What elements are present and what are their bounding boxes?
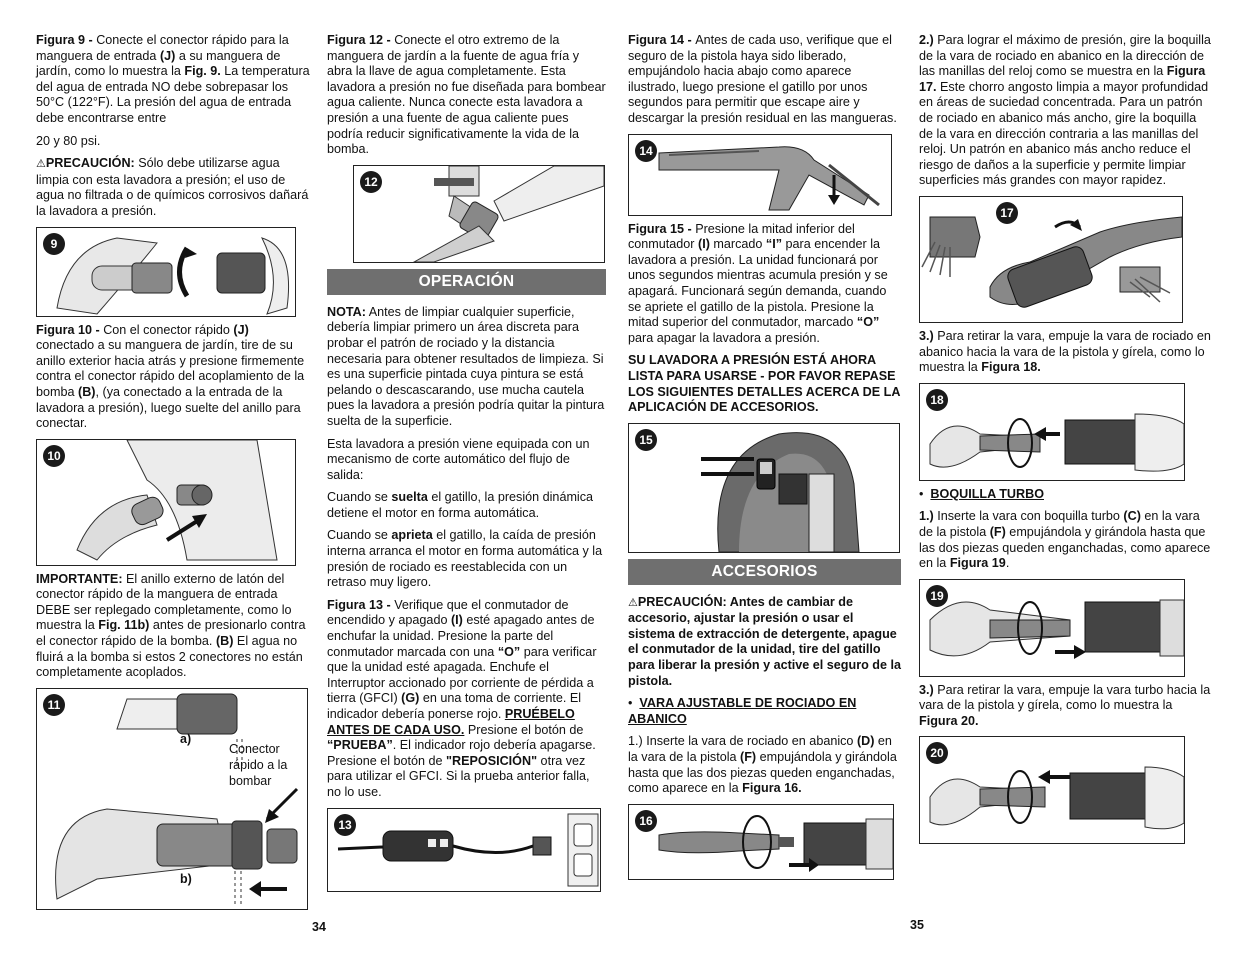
caution-accessories: ⚠PRECAUCIÓN: Antes de cambiar de accesorio, ajustar la presión o usar el sistema de extracción de detergente, apague el conmutador de la unidad, tire del gatillo para liberar la presión y active el seguro de la pistola. (628, 594, 901, 688)
figure-16 (628, 804, 894, 880)
wand-insert-illustration (629, 805, 893, 879)
figure-9 (36, 227, 296, 317)
power-switch-illustration (629, 424, 899, 552)
paragraph-remove-wand: 3.) Para retirar la vara, empuje la vara de rociado en abanico hacia la vara de la pistola y gírela, como lo muestra la Figura 18. (919, 328, 1211, 375)
paragraph-release-trigger: Cuando se suelta el gatillo, la presión dinámica detiene el motor en forma automática. (327, 490, 594, 520)
turbo-insert-illustration (920, 580, 1184, 676)
paragraph-vara-insert: 1.) Inserte la vara de rociado en abanico (D) en la vara de la pistola (F) empujándola y girándola hasta que las dos piezas queden enganchadas, como aparece en la Figura 16. (628, 734, 897, 796)
figure-number-badge: 13 (334, 814, 356, 836)
figure-12 (353, 165, 605, 263)
column-4 (919, 33, 1211, 850)
figure-number-badge: 10 (43, 445, 65, 467)
section-banner-operacion: OPERACIÓN (327, 269, 606, 295)
paragraph-psi-range: 20 y 80 psi. (36, 133, 101, 148)
figure-number-badge: 14 (635, 140, 657, 162)
section-heading-turbo: • BOQUILLA TURBO (919, 486, 1044, 501)
figure-number-badge: 11 (43, 694, 65, 716)
paragraph-ready-notice: SU LAVADORA A PRESIÓN ESTÁ AHORA LISTA PARA USARSE - POR FAVOR REPASE LOS SIGUIENTES DETALLES ACERCA DE LA APLICACIÓN DE ACCESORIOS. (628, 353, 900, 415)
paragraph-figura-14: Figura 14 - Antes de cada uso, verifique que el seguro de la pistola haya sido liberado, empujándolo hacia abajo como aparece ilustrado, luego presione el gatillo por unos segundos para permitir que escape aire y descargar la presión residual en las mangueras. (628, 33, 897, 125)
figure-number-badge: 19 (926, 585, 948, 607)
gfci-plug-illustration (328, 809, 600, 891)
paragraph-turbo-insert: 1.) Inserte la vara con boquilla turbo (C) en la vara de la pistola (F) empujándola y girándola hasta que las dos piezas queden enganchadas, como aparece en la Figura 19. (919, 509, 1211, 571)
column-2 (327, 33, 606, 898)
quick-connector-illustration (37, 689, 307, 909)
figure-number-badge: 15 (635, 429, 657, 451)
page-number-right: 35 (910, 918, 924, 932)
caution-paragraph: ⚠PRECAUCIÓN: Sólo debe utilizarse agua limpia con esta lavadora a presión; el uso de agua no filtrada o de químicos corrosivos dañará la lavadora a presión. (36, 156, 309, 218)
paragraph-max-pressure: 2.) Para lograr el máximo de presión, gire la boquilla de la vara de rociado en abanico en la dirección de las manillas del reloj como se muestra en la Figura 17. Este chorro angosto limpia a mayor profundidad en áreas de suciedad concentrada. Para un patrón de rociado en abanico más ancho, gire la boquilla de la vara en dirección contraria a las manillas del reloj. Un patrón en abanico más ancho reduce el riesgo de daños a la superficie y permite limpiar superficies más grandes con mayor rapidez. (919, 33, 1211, 188)
figure-17 (919, 196, 1183, 323)
warning-icon: ⚠ (628, 596, 638, 609)
figure-11 (36, 688, 308, 910)
hose-coupling-illustration (37, 228, 295, 316)
figure-14 (628, 134, 892, 216)
water-faucet-illustration (354, 166, 604, 262)
section-banner-accesorios: ACCESORIOS (628, 559, 901, 585)
paragraph-figura-15: Figura 15 - Presione la mitad inferior del conmutador (I) marcado “I” para encender la lavadora a presión. La unidad funcionará por unos segundos mientras acumula presión y se apagará. Funcionará según demanda, cuando se apriete el gatillo de la pistola. Presione la mitad superior del conmutador, marcado “O” para apagar la lavadora a presión. (628, 221, 888, 345)
figure-15 (628, 423, 900, 553)
paragraph-importante: IMPORTANTE: El anillo externo de latón del conector rápido de la manguera de entrada DEBE ser replegado completamente, como lo muestra la Fig. 11b) antes de presionarlo contra el conector rápido de la bomba. (B) El agua no fluirá a la bomba si estos 2 conectores no están completamente acoplados. (36, 571, 306, 680)
column-3 (628, 33, 901, 886)
fig11-connector-label: Conector rápido a la bombar (229, 741, 288, 788)
paragraph-squeeze-trigger: Cuando se aprieta el gatillo, la caída de presión interna arranca el motor en forma automática y la presión de rociado es reestablecida con un retraso muy ligero. (327, 528, 603, 590)
column-1 (36, 33, 310, 916)
figure-18 (919, 383, 1185, 481)
figure-number-badge: 9 (43, 233, 65, 255)
paragraph-shutoff: Esta lavadora a presión viene equipada con un mecanismo de corte automático del flujo de salida: (327, 436, 590, 482)
pump-connector-illustration (37, 440, 295, 565)
figure-number-badge: 16 (635, 810, 657, 832)
paragraph-figura-12: Figura 12 - Conecte el otro extremo de la manguera de jardín a la fuente de agua fría y abra la llave de agua completamente. Esta lavadora a presión no fue diseñada para bombear agua caliente. Nunca conecte esta lavadora a presión a una fuente de agua caliente pues podría reducir significativamente la vida de la bomba. (327, 33, 606, 157)
paragraph-figura-9: Figura 9 - Conecte el conector rápido para la manguera de entrada (J) a su manguera de jardín, como lo muestra la Fig. 9. La temperatura del agua de entrada NO debe sobrepasar los 50°C (122°F). La presión del agua de entrada debe encontrarse entre (36, 33, 310, 125)
page-number-left: 34 (312, 920, 326, 934)
nozzle-rotation-illustration (920, 197, 1182, 322)
paragraph-figura-13: Figura 13 - Verifique que el conmutador de encendido y apagado (I) esté apagado antes de enchufar la unidad. Presione la parte del conmutador marcada con una “O” para verificar que la unidad esté apagada. Enchufe el Interruptor accionado por corriente de pérdida a tierra (GFCI) (G) en una toma de corriente. El indicador debería ponerse rojo. PRUÉBELO ANTES DE CADA USO. Presione el botón de “PRUEBA”. El indicador rojo debería apagarse. Presione el botón de "REPOSICIÓN" otra vez para utilizar el GFCI. Si la prueba anterior falla, no lo use. (327, 597, 597, 799)
figure-number-badge: 20 (926, 742, 948, 764)
figure-19 (919, 579, 1185, 677)
spray-gun-illustration (629, 135, 891, 215)
figure-13 (327, 808, 601, 892)
figure-10 (36, 439, 296, 566)
wand-removal-illustration (920, 384, 1184, 480)
fig11-label-a: a) (180, 731, 192, 746)
warning-icon: ⚠ (36, 158, 46, 171)
figure-number-badge: 18 (926, 389, 948, 411)
figure-number-badge: 17 (996, 202, 1018, 224)
figure-number-badge: 12 (360, 171, 382, 193)
paragraph-nota: NOTA: Antes de limpiar cualquier superficie, debería limpiar primero un área discreta para probar el patrón de rociado y la distancia necesaria para obtener resultados de limpieza. Si es una superficie pintada cuya pintura se está pelando o descascarando, use mucha cautela pues la lavadora a presión podría quitar la pintura suelta de la superficie. (327, 304, 605, 428)
turbo-removal-illustration (920, 737, 1184, 843)
paragraph-figura-10: Figura 10 - Con el conector rápido (J) conectado a su manguera de jardín, tire de su anillo exterior hacia atrás y presione firmemente contra el conector rápido del acoplamiento de la bomba (B), (ya conectado a la entrada de la lavadora a presión), luego suelte del anillo para conectar. (36, 322, 305, 431)
section-heading-vara: • VARA AJUSTABLE DE ROCIADO EN ABANICO (628, 696, 857, 726)
fig11-label-b: b) (180, 871, 192, 886)
figure-20 (919, 736, 1185, 844)
paragraph-turbo-remove: 3.) Para retirar la vara, empuje la vara turbo hacia la vara de la pistola y gírela, como lo muestra la Figura 20. (919, 682, 1211, 728)
